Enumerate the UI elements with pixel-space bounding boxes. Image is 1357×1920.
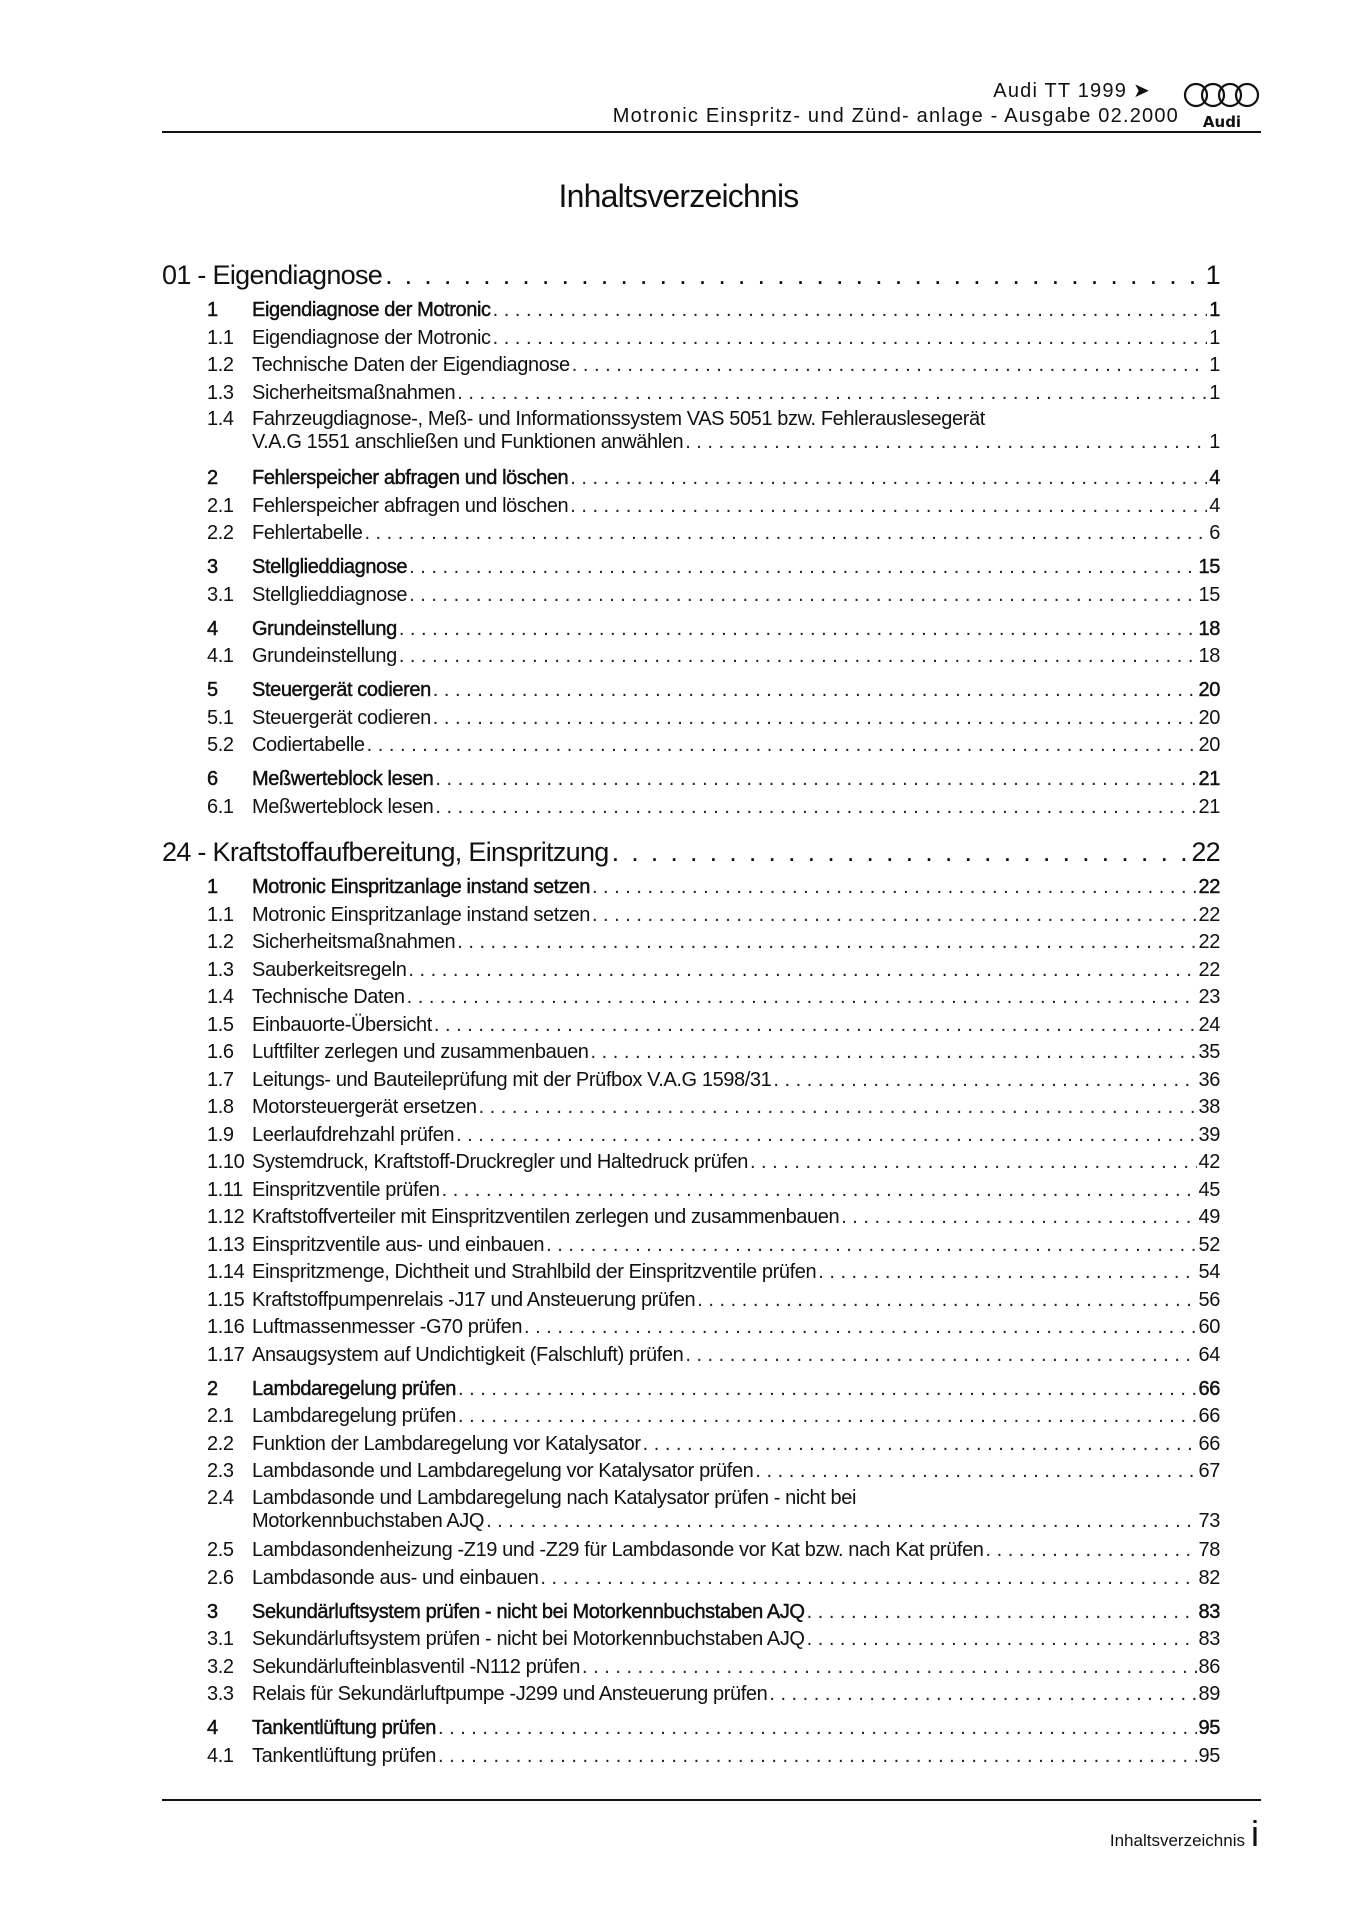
entry-page: 4	[1209, 467, 1220, 489]
entry-title: Fehlertabelle	[252, 522, 363, 544]
toc-entry[interactable]	[162, 352, 1220, 380]
leader-dots	[572, 352, 1208, 380]
entry-title: Tankentlüftung prüfen	[252, 1744, 436, 1767]
entry-number: 3.2	[207, 1655, 234, 1678]
entry-number: 1.4	[207, 986, 234, 1008]
entry-page: 18	[1198, 617, 1220, 640]
entry-number: 1.1	[207, 326, 234, 349]
toc-entry[interactable]	[162, 732, 1220, 760]
entry-number: 5.1	[207, 706, 234, 729]
entry-page: 18	[1198, 645, 1220, 667]
toc-entry[interactable]	[162, 1431, 1220, 1459]
entry-number: 1.3	[207, 381, 234, 404]
entry-page: 15	[1198, 556, 1220, 578]
entry-number: 3	[207, 1600, 218, 1623]
entry-page: 39	[1198, 1123, 1220, 1146]
entry-page: 82	[1198, 1566, 1220, 1589]
leader-dots	[385, 256, 1203, 294]
toc-chapter[interactable]	[162, 256, 1220, 294]
page-title: Inhaltsverzeichnis	[558, 178, 799, 214]
entry-page: 1	[1209, 431, 1220, 453]
entry-title: Technische Daten	[252, 986, 405, 1008]
leader-dots	[479, 1094, 1197, 1122]
entry-page: 21	[1198, 768, 1220, 790]
leader-dots	[592, 874, 1197, 902]
leader-dots	[540, 1565, 1196, 1593]
entry-number: 1.6	[207, 1041, 234, 1063]
entry-title: Kraftstoffpumpenrelais -J17 und Ansteuerung prüfen	[252, 1288, 696, 1311]
entry-title: Lambdasonde und Lambdaregelung vor Katalysator prüfen	[252, 1460, 754, 1482]
toc-entry[interactable]	[162, 1565, 1220, 1593]
entry-title: Lambdaregelung prüfen	[252, 1405, 456, 1427]
toc-section-entry[interactable]	[162, 766, 1220, 794]
toc-entry[interactable]	[162, 1259, 1220, 1287]
toc-entry[interactable]	[162, 794, 1220, 822]
header-model	[993, 78, 1151, 103]
leader-dots	[546, 1232, 1196, 1260]
entry-page: 86	[1198, 1655, 1220, 1678]
entry-title: Einspritzventile aus- und einbauen	[252, 1233, 545, 1256]
toc-entry[interactable]	[162, 1177, 1220, 1205]
leader-dots	[456, 1122, 1196, 1150]
entry-title: Grundeinstellung	[252, 617, 397, 640]
entry-page: 20	[1198, 679, 1220, 701]
leader-dots	[769, 1681, 1196, 1709]
toc-section-entry[interactable]	[162, 554, 1220, 582]
entry-title: Relais für Sekundärluftpumpe -J299 und Ansteuerung prüfen	[252, 1683, 768, 1705]
entry-number: 3.3	[207, 1683, 234, 1705]
entry-title: Lambdasondenheizung -Z19 und -Z29 für Lambdasonde vor Kat bzw. nach Kat prüfen	[252, 1539, 984, 1561]
toc-entry[interactable]	[162, 1537, 1220, 1565]
entry-title: Systemdruck, Kraftstoff-Druckregler und Haltedruck prüfen	[252, 1151, 748, 1173]
entry-page: 4	[1209, 494, 1220, 517]
entry-number: 1.5	[207, 1013, 234, 1036]
leader-dots	[364, 520, 1207, 548]
entry-page: 73	[1198, 1509, 1220, 1532]
toc-entry[interactable]	[162, 325, 1220, 353]
entry-page: 22	[1198, 958, 1220, 981]
toc-section-entry[interactable]	[162, 616, 1220, 644]
toc-entry[interactable]	[162, 705, 1220, 733]
entry-title: Steuergerät codieren	[252, 706, 431, 729]
entry-number: 2.2	[207, 522, 234, 544]
leader-dots	[685, 1342, 1196, 1370]
toc-entry[interactable]	[162, 407, 1220, 459]
entry-page: 49	[1198, 1206, 1220, 1228]
entry-page: 67	[1198, 1460, 1220, 1482]
entry-page: 78	[1198, 1539, 1220, 1561]
entry-number: 2	[207, 467, 218, 489]
toc-entry[interactable]	[162, 1094, 1220, 1122]
entry-number: 3.1	[207, 583, 234, 606]
toc-entry[interactable]	[162, 1743, 1220, 1771]
entry-title: Sekundärluftsystem prüfen - nicht bei Motorkennbuchstaben AJQ	[252, 1600, 805, 1623]
toc-entry[interactable]	[162, 1681, 1220, 1709]
entry-page: 64	[1198, 1343, 1220, 1366]
entry-title: Stellglieddiagnose	[252, 556, 408, 578]
entry-title: Tankentlüftung prüfen	[252, 1717, 436, 1739]
toc-entry[interactable]	[162, 1626, 1220, 1654]
entry-page: 1	[1209, 354, 1220, 376]
entry-title: Ansaugsystem auf Undichtigkeit (Falschluft) prüfen	[252, 1343, 684, 1366]
table-of-contents	[162, 256, 1220, 1770]
toc-section-entry[interactable]	[162, 297, 1220, 325]
audi-logo-icon	[1183, 80, 1261, 132]
leader-dots	[841, 1204, 1196, 1232]
leader-dots	[399, 616, 1197, 644]
entry-number: 1	[207, 876, 218, 898]
leader-dots	[697, 1287, 1196, 1315]
leader-dots	[409, 582, 1196, 610]
leader-dots	[367, 732, 1197, 760]
entry-page: 83	[1198, 1628, 1220, 1650]
entry-title: Luftmassenmesser -G70 prüfen	[252, 1316, 523, 1338]
entry-page: 36	[1198, 1068, 1220, 1091]
entry-page: 15	[1198, 583, 1220, 606]
leader-dots	[433, 677, 1197, 705]
header-subtitle: Motronic Einspritz- und Zünd- anlage - Ausgabe 02.2000	[612, 105, 1179, 127]
entry-title: Einspritzmenge, Dichtheit und Strahlbild der Einspritzventile prüfen	[252, 1261, 817, 1283]
footer-section: Inhaltsverzeichnis	[1109, 1831, 1245, 1850]
entry-number: 1.3	[207, 958, 234, 981]
entry-title: Motronic Einspritzanlage instand setzen	[252, 876, 590, 898]
toc-entry[interactable]	[162, 643, 1220, 671]
entry-page: 60	[1198, 1316, 1220, 1338]
entry-page: 56	[1198, 1288, 1220, 1311]
toc-entry[interactable]	[162, 582, 1220, 610]
entry-page: 66	[1198, 1432, 1220, 1455]
entry-page: 22	[1198, 903, 1220, 926]
entry-title: Leitungs- und Bauteileprüfung mit der Prüfbox V.A.G 1598/31	[252, 1068, 772, 1091]
entry-title: Einbauorte-Übersicht	[252, 1013, 432, 1036]
chapter-page: 22	[1191, 837, 1220, 867]
toc-entry[interactable]	[162, 1654, 1220, 1682]
entry-title: Eigendiagnose der Motronic	[252, 326, 491, 349]
toc-entry[interactable]	[162, 1342, 1220, 1370]
toc-entry[interactable]	[162, 1149, 1220, 1177]
leader-dots	[399, 643, 1197, 671]
toc-entry[interactable]	[162, 1122, 1220, 1150]
entry-number: 1.9	[207, 1123, 234, 1146]
entry-number: 5.2	[207, 734, 234, 756]
entry-title: Sauberkeitsregeln	[252, 958, 407, 981]
entry-number: 2.4	[207, 1486, 234, 1509]
leader-dots	[592, 902, 1197, 930]
entry-page: 83	[1198, 1600, 1220, 1623]
toc-entry[interactable]	[162, 1287, 1220, 1315]
entry-title: Stellglieddiagnose	[252, 583, 408, 606]
entry-page: 22	[1198, 931, 1220, 953]
footer-page-number: i	[1251, 1813, 1259, 1854]
entry-number: 6.1	[207, 795, 234, 818]
toc-section-entry[interactable]	[162, 1376, 1220, 1404]
header-rule	[162, 131, 1261, 133]
entry-number: 2.1	[207, 494, 234, 517]
page-footer	[1109, 1813, 1259, 1854]
entry-title: Meßwerteblock lesen	[252, 795, 434, 818]
entry-number: 1.16	[207, 1316, 245, 1338]
toc-entry[interactable]	[162, 929, 1220, 957]
leader-dots	[524, 1314, 1197, 1342]
entry-title: Einspritzventile prüfen	[252, 1178, 440, 1201]
toc-entry[interactable]	[162, 1232, 1220, 1260]
entry-title: Sekundärluftsystem prüfen - nicht bei Motorkennbuchstaben AJQ	[252, 1628, 805, 1650]
leader-dots	[685, 431, 1207, 453]
entry-page: 54	[1198, 1261, 1220, 1283]
leader-dots	[442, 1177, 1197, 1205]
entry-number: 2.6	[207, 1566, 234, 1589]
leader-dots	[750, 1149, 1197, 1177]
leader-dots	[807, 1626, 1197, 1654]
leader-dots	[582, 1654, 1197, 1682]
toc-entry[interactable]	[162, 1067, 1220, 1095]
entry-page: 1	[1209, 299, 1220, 321]
entry-title: Lambdasonde und Lambdaregelung nach Katalysator prüfen - nicht bei	[252, 1486, 857, 1509]
toc-entry[interactable]	[162, 380, 1220, 408]
leader-dots	[493, 297, 1208, 325]
entry-number: 1.12	[207, 1206, 245, 1228]
leader-dots	[407, 984, 1197, 1012]
toc-entry[interactable]	[162, 1458, 1220, 1486]
leader-dots	[591, 1039, 1197, 1067]
entry-page: 24	[1198, 1013, 1220, 1036]
entry-page: 52	[1198, 1233, 1220, 1256]
entry-page: 21	[1198, 795, 1220, 818]
entry-page: 20	[1198, 734, 1220, 756]
entry-number: 4.1	[207, 645, 234, 667]
entry-page: 23	[1198, 986, 1220, 1008]
toc-entry[interactable]	[162, 1403, 1220, 1431]
leader-dots	[570, 465, 1207, 493]
entry-number: 2	[207, 1377, 218, 1400]
entry-title: Meßwerteblock lesen	[252, 768, 434, 790]
chapter-page: 1	[1205, 260, 1220, 290]
entry-title: Kraftstoffverteiler mit Einspritzventilen zerlegen und zusammenbauen	[252, 1206, 840, 1228]
entry-number: 2.1	[207, 1405, 234, 1427]
leader-dots	[570, 493, 1207, 521]
leader-dots	[807, 1599, 1197, 1627]
leader-dots	[612, 833, 1189, 871]
leader-dots	[433, 705, 1197, 733]
entry-title: Eigendiagnose der Motronic	[252, 299, 491, 321]
entry-page: 66	[1198, 1405, 1220, 1427]
entry-number: 1.2	[207, 931, 234, 953]
entry-number: 1.11	[207, 1178, 243, 1201]
entry-page: 45	[1198, 1178, 1220, 1201]
entry-title: Sicherheitsmaßnahmen	[252, 381, 456, 404]
entry-page: 35	[1198, 1041, 1220, 1063]
entry-number: 4	[207, 1717, 218, 1739]
entry-page: 38	[1198, 1096, 1220, 1118]
entry-title: Leerlaufdrehzahl prüfen	[252, 1123, 455, 1146]
entry-number: 1.14	[207, 1261, 245, 1283]
leader-dots	[457, 380, 1207, 408]
entry-title: Fahrzeugdiagnose-, Meß- und Informationssystem VAS 5051 bzw. Fehlerauslesegerät	[252, 408, 985, 430]
entry-title: Luftfilter zerlegen und zusammenbauen	[252, 1041, 589, 1063]
leader-dots	[435, 794, 1196, 822]
leader-dots	[986, 1537, 1197, 1565]
entry-number: 1.2	[207, 354, 234, 376]
leader-dots	[438, 1715, 1197, 1743]
toc-section-entry[interactable]	[162, 1715, 1220, 1743]
toc-section-entry[interactable]	[162, 465, 1220, 493]
chapter-title: 24 - Kraftstoffaufbereitung, Einspritzung	[162, 837, 609, 867]
entry-number: 1.10	[207, 1151, 245, 1173]
toc-entry[interactable]	[162, 984, 1220, 1012]
entry-title: Technische Daten der Eigendiagnose	[252, 354, 570, 376]
toc-section-entry[interactable]	[162, 677, 1220, 705]
entry-page: 1	[1209, 326, 1220, 349]
entry-page: 95	[1198, 1717, 1220, 1739]
entry-title: Fehlerspeicher abfragen und löschen	[252, 494, 569, 517]
entry-title: Sekundärlufteinblasventil -N112 prüfen	[252, 1655, 580, 1678]
entry-number: 5	[207, 679, 218, 701]
entry-title: Codiertabelle	[252, 734, 365, 756]
leader-dots	[409, 554, 1196, 582]
toc-entry[interactable]	[162, 1314, 1220, 1342]
entry-page: 66	[1198, 1377, 1220, 1400]
entry-title: Funktion der Lambdaregelung vor Katalysator	[252, 1432, 641, 1455]
entry-title-continued: V.A.G 1551 anschließen und Funktionen anwählen	[252, 431, 684, 453]
entry-title: Lambdaregelung prüfen	[252, 1377, 456, 1400]
entry-title: Sicherheitsmaßnahmen	[252, 931, 456, 953]
toc-entry[interactable]	[162, 493, 1220, 521]
entry-title-continued: Motorkennbuchstaben AJQ	[252, 1509, 485, 1532]
entry-number: 4.1	[207, 1744, 234, 1767]
toc-entry[interactable]	[162, 1486, 1220, 1538]
leader-dots	[435, 766, 1196, 794]
leader-dots	[818, 1259, 1196, 1287]
entry-page: 95	[1198, 1744, 1220, 1767]
entry-title: Motronic Einspritzanlage instand setzen	[252, 903, 590, 926]
toc-entry[interactable]	[162, 957, 1220, 985]
entry-page: 6	[1209, 522, 1220, 544]
header-model-text: Audi TT 1999	[993, 80, 1128, 102]
entry-number: 2.5	[207, 1539, 234, 1561]
leader-dots	[493, 325, 1208, 353]
entry-number: 6	[207, 768, 218, 790]
entry-title: Lambdasonde aus- und einbauen	[252, 1566, 539, 1589]
entry-title: Steuergerät codieren	[252, 679, 431, 701]
toc-entry[interactable]	[162, 520, 1220, 548]
leader-dots	[434, 1012, 1197, 1040]
entry-number: 3.1	[207, 1628, 234, 1650]
leader-dots	[408, 957, 1196, 985]
entry-page: 20	[1198, 706, 1220, 729]
entry-title: Fehlerspeicher abfragen und löschen	[252, 467, 569, 489]
leader-dots	[457, 929, 1196, 957]
leader-dots	[458, 1403, 1197, 1431]
entry-page: 1	[1209, 381, 1220, 404]
entry-number: 1.13	[207, 1233, 245, 1256]
entry-number: 1.17	[207, 1343, 245, 1366]
leader-dots	[755, 1458, 1196, 1486]
entry-number: 1.1	[207, 903, 234, 926]
toc-entry[interactable]	[162, 1012, 1220, 1040]
entry-number: 1.15	[207, 1288, 245, 1311]
entry-page: 89	[1198, 1683, 1220, 1705]
entry-number: 2.3	[207, 1460, 234, 1482]
toc-entry[interactable]	[162, 1039, 1220, 1067]
entry-title: Grundeinstellung	[252, 645, 397, 667]
toc-section-entry[interactable]	[162, 1599, 1220, 1627]
arrow-icon: ➤	[1133, 80, 1151, 102]
toc-entry[interactable]	[162, 1204, 1220, 1232]
svg-text:Audi: Audi	[1202, 113, 1242, 131]
toc-entry[interactable]	[162, 902, 1220, 930]
leader-dots	[458, 1376, 1197, 1404]
entry-number: 3	[207, 556, 218, 578]
entry-page: 42	[1198, 1151, 1220, 1173]
entry-number: 1.7	[207, 1068, 234, 1091]
entry-number: 1.8	[207, 1096, 234, 1118]
leader-dots	[486, 1510, 1196, 1532]
chapter-title: 01 - Eigendiagnose	[162, 260, 383, 290]
entry-number: 2.2	[207, 1432, 234, 1455]
toc-section-entry[interactable]	[162, 874, 1220, 902]
leader-dots	[773, 1067, 1196, 1095]
entry-page: 22	[1198, 876, 1220, 898]
entry-number: 4	[207, 617, 218, 640]
footer-rule	[162, 1799, 1261, 1801]
toc-chapter[interactable]	[162, 833, 1220, 871]
leader-dots	[438, 1743, 1197, 1771]
entry-number: 1	[207, 299, 218, 321]
entry-title: Motorsteuergerät ersetzen	[252, 1096, 477, 1118]
entry-number: 1.4	[207, 408, 234, 430]
leader-dots	[643, 1431, 1197, 1459]
